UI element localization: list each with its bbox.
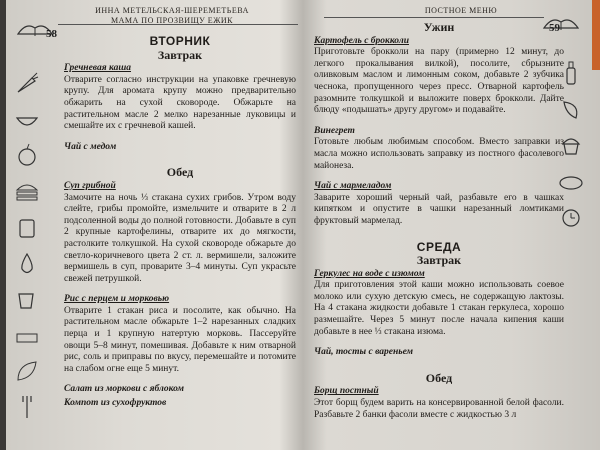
meal-heading: Завтрак	[157, 47, 203, 62]
dish-title: Картофель с брокколи	[314, 35, 409, 46]
meal-heading: Обед	[425, 370, 453, 385]
dish-text: Приготовьте брокколи на пару (примерно 12 минут, до легкого прокалывания вилкой), посолите, сбрызните оливковым маслом и лимонным соком, добавьте 2 зубчика чеснока, пропущенного через пресс. Отварной картофель разомните толкушкой и выложите поверх брокколи. Дайте блюду «подышать» другу другом» и подавайте.	[314, 47, 564, 116]
header-book-title: МАМА ПО ПРОЗВИЩУ ЕЖИК	[111, 16, 233, 25]
header-rule	[58, 24, 298, 25]
day-heading: ВТОРНИК	[149, 34, 211, 48]
dish-title: Гречневая каша	[64, 63, 131, 74]
header-author: ИННА МЕТЕЛЬСКАЯ-ШЕРЕМЕТЬЕВА	[95, 6, 249, 15]
right-page	[306, 0, 600, 450]
leaf-icon	[14, 358, 40, 384]
fork-icon	[14, 394, 40, 420]
left-page	[12, 0, 302, 450]
day-heading: СРЕДА	[416, 239, 462, 254]
dish-text: Отварите согласно инструкции на упаковке гречневую крупу. Для аромата крупу можно предварительно обжарить на сухой сковороде. Обжарьте на растительном масле 2 мелко нарезанные луковицы и смешайте их с гречневой кашей.	[64, 74, 296, 132]
dish-text: Готовьте любым любимым способом. Вместо заправки из масла можно использовать заправку из постного фасолевого майонеза.	[314, 137, 564, 171]
dish-text: Замочите на ночь ⅓ стакана сухих грибов. Утром воду слейте, грибы промойте, измельчите и отварите в 2 л подсоленной воды до полной готовности. Добавьте в суп 2 крупные картофелины, отварите их до мягкости, растолките толкушкой. На сухой сковороде обжарьте до светло-коричневого цвета 2 ст. л. вермишели, заложите вермишель в суп, проварите 3–4 минуты. Суп украсьте свежей петрушкой.	[64, 192, 296, 284]
meal-heading: Завтрак	[416, 253, 462, 268]
dish-title: Суп грибной	[64, 180, 116, 191]
dish-text: Этот борщ будем варить на консервированной белой фасоли. Разбавьте 2 банки фасоли вместе с жидкостью 3 л	[314, 398, 564, 420]
carrot-icon	[14, 70, 40, 96]
left-margin-illustrations	[14, 70, 40, 430]
right-text-column	[314, 20, 564, 421]
dish-title: Геркулес на воде с изюмом	[314, 268, 425, 279]
apple-icon	[14, 142, 40, 168]
burger-icon	[14, 178, 40, 204]
book-spread	[6, 0, 600, 450]
left-running-header	[72, 6, 272, 25]
dish-text: Отварите 1 стакан риса и посолите, как обычно. На растительном масле обжарьте 1–2 нарезанных сладких перца и 1 крупную натертую морковь. Пассеруйте овощи 5–8 минут, помешивая. Добавьте к ним отварной рис, соль и приправы по вкусу, перемешайте и потомите на слабом огне еще 5 минут.	[64, 305, 296, 374]
page-number: 59	[549, 22, 560, 34]
page-number: 58	[46, 28, 57, 40]
bowl-icon	[14, 106, 40, 132]
dish-title: Компот из сухофруктов	[64, 398, 167, 409]
dish-title: Рис с перцем и морковью	[64, 294, 170, 305]
header-rule	[324, 17, 544, 18]
dish-title: Чай с мармеладом	[314, 181, 392, 192]
cheese-icon	[14, 322, 40, 348]
dish-title: Чай с медом	[64, 141, 117, 152]
dish-text: Для приготовления этой каши можно использовать соевое молоко или сухую детскую смесь, не содержащую лактозы. На 4 стакана жидкости добавьте 1 стакан геркулеса, хорошо размешайте. Через 5 минут после начала кипения каши добавьте в нее ⅓ стакана изюма.	[314, 280, 564, 337]
page-edge-tab	[592, 0, 600, 70]
pear-icon	[14, 250, 40, 276]
dish-title: Салат из моркови с яблоком	[64, 384, 184, 395]
meal-heading: Ужин	[423, 20, 455, 34]
dish-title: Винегрет	[314, 125, 355, 136]
dish-text: Заварите хороший черный чай, разбавьте его в чашках кипятком и опустите в чашки нарезанный ломтиками фруктовый мармелад.	[314, 192, 564, 226]
dish-title: Борщ постный	[314, 386, 379, 397]
right-running-header: ПОСТНОЕ МЕНЮ	[424, 6, 498, 15]
meal-heading: Обед	[166, 165, 194, 180]
cup-icon	[14, 286, 40, 312]
jar-icon	[14, 214, 40, 240]
dish-title: Чай, тосты с вареньем	[314, 347, 414, 358]
left-text-column	[64, 34, 296, 410]
